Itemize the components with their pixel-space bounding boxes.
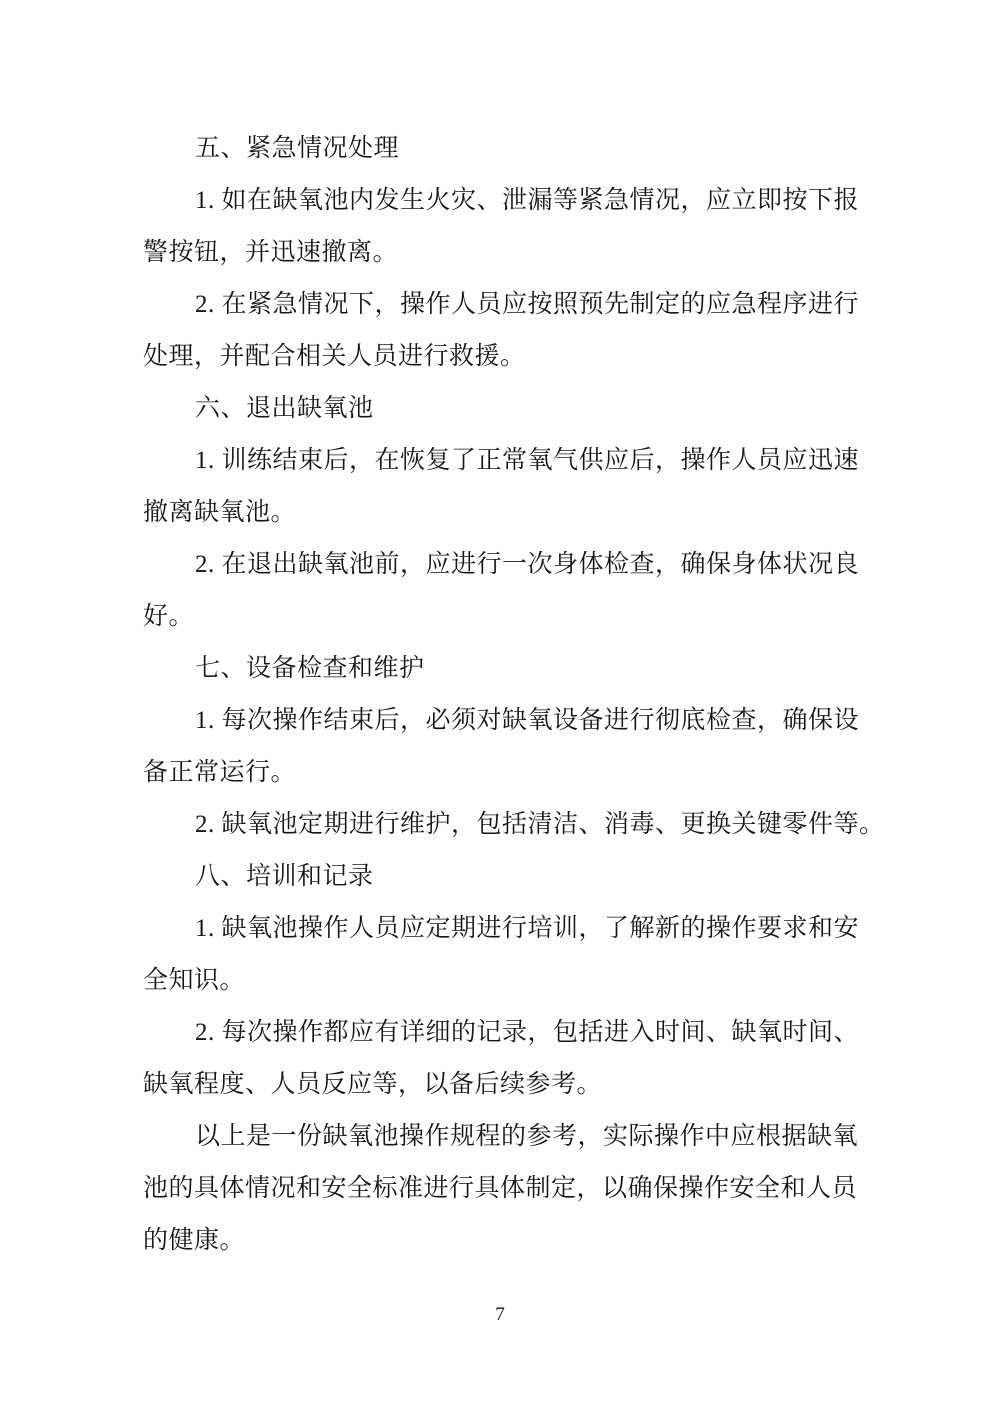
paragraph [143, 1111, 857, 1267]
text-line: 2. 缺氧池定期进行维护，包括清洁、消毒、更换关键零件等。 [195, 811, 885, 838]
paragraph [143, 435, 860, 539]
text-line: 1. 如在缺氧池内发生火灾、泄漏等紧急情况，应立即按下报 [195, 187, 860, 214]
text-line: 全知识。 [143, 967, 246, 994]
section-heading [143, 851, 857, 903]
text-line: 五、紧急情况处理 [195, 135, 400, 162]
text-line: 六、退出缺氧池 [195, 395, 374, 422]
page-number: 7 [495, 1304, 505, 1325]
paragraph [143, 903, 860, 1007]
text-line: 警按钮，并迅速撤离。 [143, 239, 399, 266]
text-line: 以上是一份缺氧池操作规程的参考，实际操作中应根据缺氧 [195, 1123, 859, 1150]
text-line: 好。 [143, 603, 195, 630]
section-heading [143, 643, 857, 695]
text-line: 备正常运行。 [143, 759, 297, 786]
paragraph [143, 539, 860, 643]
text-line: 池的具体情况和安全标准进行具体制定，以确保操作安全和人员 [143, 1175, 858, 1202]
text-line: 1. 训练结束后，在恢复了正常氧气供应后，操作人员应迅速 [195, 447, 860, 474]
text-line: 撤离缺氧池。 [143, 499, 297, 526]
text-line: 处理，并配合相关人员进行救援。 [143, 343, 526, 370]
paragraph [143, 279, 860, 383]
paragraph [143, 175, 860, 279]
text-line: 的健康。 [143, 1227, 246, 1254]
paragraph [143, 695, 860, 799]
text-line: 七、设备检查和维护 [195, 655, 425, 682]
section-heading [143, 383, 857, 435]
text-line: 1. 缺氧池操作人员应定期进行培训，了解新的操作要求和安 [195, 915, 860, 942]
text-line: 八、培训和记录 [195, 863, 374, 890]
text-line: 1. 每次操作结束后，必须对缺氧设备进行彻底检查，确保设 [195, 707, 860, 734]
paragraph [143, 1007, 860, 1111]
text-line: 2. 在紧急情况下，操作人员应按照预先制定的应急程序进行 [195, 291, 860, 318]
document-body [143, 123, 885, 1267]
section-heading [143, 123, 857, 175]
paragraph [143, 799, 885, 851]
text-line: 缺氧程度、人员反应等，以备后续参考。 [143, 1071, 603, 1098]
text-line: 2. 在退出缺氧池前，应进行一次身体检查，确保身体状况良 [195, 551, 860, 578]
text-line: 2. 每次操作都应有详细的记录，包括进入时间、缺氧时间、 [195, 1019, 860, 1046]
